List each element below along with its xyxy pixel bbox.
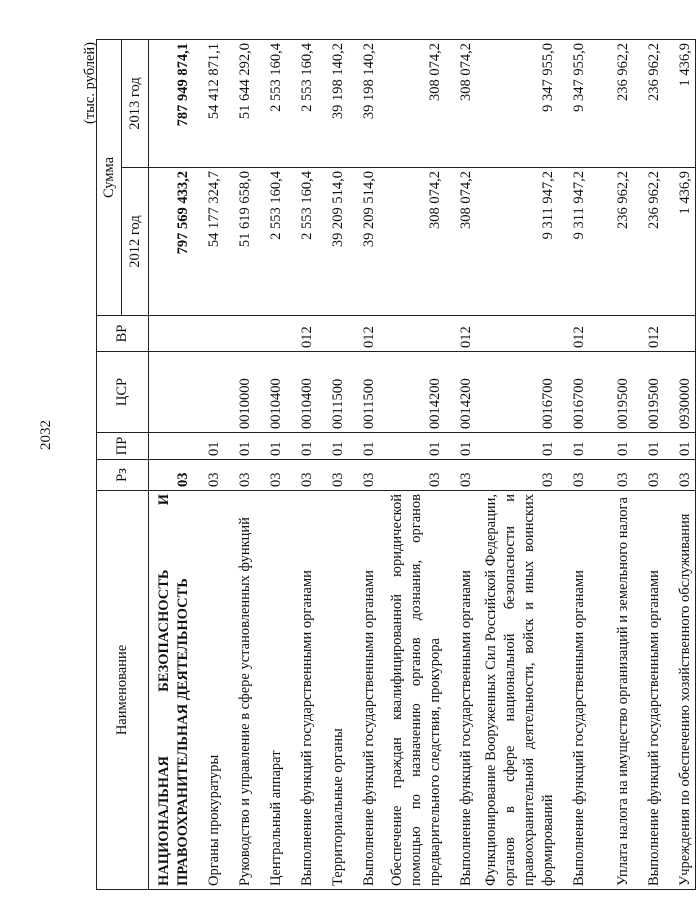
row-rz: 03 (255, 460, 286, 491)
row-2012: 39 209 514,0 (348, 168, 379, 316)
row-2013: 236 962,2 (589, 40, 633, 168)
row-vr (664, 316, 696, 352)
row-name: Выполнение функций государственными органами (348, 491, 379, 890)
row-pr: 01 (193, 433, 224, 460)
row-2012: 9 311 947,2 (476, 168, 558, 316)
header-pr: ПР (97, 433, 149, 460)
table-row (558, 40, 589, 890)
row-vr (255, 316, 286, 352)
rotated-document (82, 40, 693, 890)
row-rz: 03 (558, 460, 589, 491)
row-2013: 2 553 160,4 (286, 40, 317, 168)
header-rz: Рз (97, 460, 149, 491)
row-2012: 236 962,2 (633, 168, 664, 316)
row-csr: 0010400 (255, 352, 286, 433)
row-name: Территориальные органы (317, 491, 348, 890)
row-2013: 787 949 874,1 (149, 40, 194, 168)
row-pr: 01 (255, 433, 286, 460)
row-name: Органы прокуратуры (193, 491, 224, 890)
table-row (445, 40, 476, 890)
row-2013: 308 074,2 (379, 40, 445, 168)
row-name: Выполнение функций государственными органами (558, 491, 589, 890)
row-vr (317, 316, 348, 352)
row-pr: 01 (558, 433, 589, 460)
header-vr: ВР (97, 316, 149, 352)
header-year-2012: 2012 год (122, 168, 149, 316)
row-2013: 236 962,2 (633, 40, 664, 168)
row-vr (589, 316, 633, 352)
row-vr: 012 (286, 316, 317, 352)
row-pr: 01 (476, 433, 558, 460)
row-pr: 01 (589, 433, 633, 460)
row-2012: 2 553 160,4 (255, 168, 286, 316)
row-vr: 012 (633, 316, 664, 352)
row-pr: 01 (633, 433, 664, 460)
table-row (348, 40, 379, 890)
row-rz: 03 (348, 460, 379, 491)
row-csr: 0930000 (664, 352, 696, 433)
row-2013: 39 198 140,2 (348, 40, 379, 168)
row-csr: 0011500 (348, 352, 379, 433)
row-2013: 9 347 955,0 (476, 40, 558, 168)
table-row (379, 40, 445, 890)
row-rz: 03 (445, 460, 476, 491)
row-name: Функционирование Вооруженных Сил Российской Федерации, органов в сфере национальной безопасности и правоохранительной деятельности, войск и иных воинских формирований (476, 491, 558, 890)
row-2013: 39 198 140,2 (317, 40, 348, 168)
row-vr (379, 316, 445, 352)
row-rz: 03 (193, 460, 224, 491)
row-rz: 03 (664, 460, 696, 491)
table-row (633, 40, 664, 890)
row-rz: 03 (224, 460, 255, 491)
row-pr: 01 (224, 433, 255, 460)
header-sum: Сумма (97, 40, 122, 316)
row-2012: 236 962,2 (589, 168, 633, 316)
budget-table (96, 39, 696, 890)
row-vr (193, 316, 224, 352)
table-row (193, 40, 224, 890)
row-2013: 9 347 955,0 (558, 40, 589, 168)
row-rz: 03 (589, 460, 633, 491)
page-number: 2032 (38, 420, 54, 450)
row-vr (476, 316, 558, 352)
row-name: Выполнение функций государственными органами (633, 491, 664, 890)
row-pr: 01 (664, 433, 696, 460)
row-vr: 012 (558, 316, 589, 352)
row-2013: 51 644 292,0 (224, 40, 255, 168)
table-row (255, 40, 286, 890)
row-rz: 03 (286, 460, 317, 491)
row-2013: 54 412 871,1 (193, 40, 224, 168)
row-csr: 0014200 (379, 352, 445, 433)
row-name: НАЦИОНАЛЬНАЯ БЕЗОПАСНОСТЬ И ПРАВООХРАНИТЕЛЬНАЯ ДЕЯТЕЛЬНОСТЬ (149, 491, 194, 890)
row-rz: 03 (149, 460, 194, 491)
row-2013: 2 553 160,4 (255, 40, 286, 168)
row-rz: 03 (379, 460, 445, 491)
row-2012: 9 311 947,2 (558, 168, 589, 316)
table-row (317, 40, 348, 890)
row-csr: 0010000 (224, 352, 255, 433)
row-name: Выполнение функций государственными органами (286, 491, 317, 890)
row-2012: 308 074,2 (445, 168, 476, 316)
row-pr: 01 (286, 433, 317, 460)
row-csr: 0016700 (476, 352, 558, 433)
row-csr: 0016700 (558, 352, 589, 433)
row-2013: 1 436,9 (664, 40, 696, 168)
row-name: Учреждения по обеспечению хозяйственного обслуживания (664, 491, 696, 890)
header-row-1 (97, 40, 122, 890)
table-row (589, 40, 633, 890)
table-row (149, 40, 194, 890)
row-rz: 03 (476, 460, 558, 491)
table-row (476, 40, 558, 890)
row-2013: 308 074,2 (445, 40, 476, 168)
row-2012: 797 569 433,2 (149, 168, 194, 316)
row-rz: 03 (633, 460, 664, 491)
row-pr: 01 (445, 433, 476, 460)
row-name: Руководство и управление в сфере установленных функций (224, 491, 255, 890)
row-name: Уплата налога на имущество организаций и земельного налога (589, 491, 633, 890)
row-2012: 2 553 160,4 (286, 168, 317, 316)
row-name: Обеспечение граждан квалифицированной юридической помощью по назначению органов дознания, органов предварительного следствия, прокурора (379, 491, 445, 890)
header-csr: ЦСР (97, 352, 149, 433)
row-vr: 012 (348, 316, 379, 352)
table-row (224, 40, 255, 890)
row-2012: 51 619 658,0 (224, 168, 255, 316)
row-vr: 012 (445, 316, 476, 352)
table-row (664, 40, 696, 890)
row-pr (149, 433, 194, 460)
row-name: Выполнение функций государственными органами (445, 491, 476, 890)
row-pr: 01 (379, 433, 445, 460)
header-name: Наименование (97, 491, 149, 890)
row-name: Центральный аппарат (255, 491, 286, 890)
row-pr: 01 (348, 433, 379, 460)
row-csr: 0010400 (286, 352, 317, 433)
row-2012: 54 177 324,7 (193, 168, 224, 316)
row-vr (149, 316, 194, 352)
row-csr (149, 352, 194, 433)
units-note: (тыс. рублей) (82, 42, 98, 124)
row-pr: 01 (317, 433, 348, 460)
row-csr: 0019500 (633, 352, 664, 433)
row-csr (193, 352, 224, 433)
row-csr: 0011500 (317, 352, 348, 433)
row-vr (224, 316, 255, 352)
row-csr: 0014200 (445, 352, 476, 433)
table-row (286, 40, 317, 890)
row-rz: 03 (317, 460, 348, 491)
row-2012: 39 209 514,0 (317, 168, 348, 316)
row-csr: 0019500 (589, 352, 633, 433)
row-2012: 308 074,2 (379, 168, 445, 316)
header-year-2013: 2013 год (122, 40, 149, 168)
row-2012: 1 436,9 (664, 168, 696, 316)
